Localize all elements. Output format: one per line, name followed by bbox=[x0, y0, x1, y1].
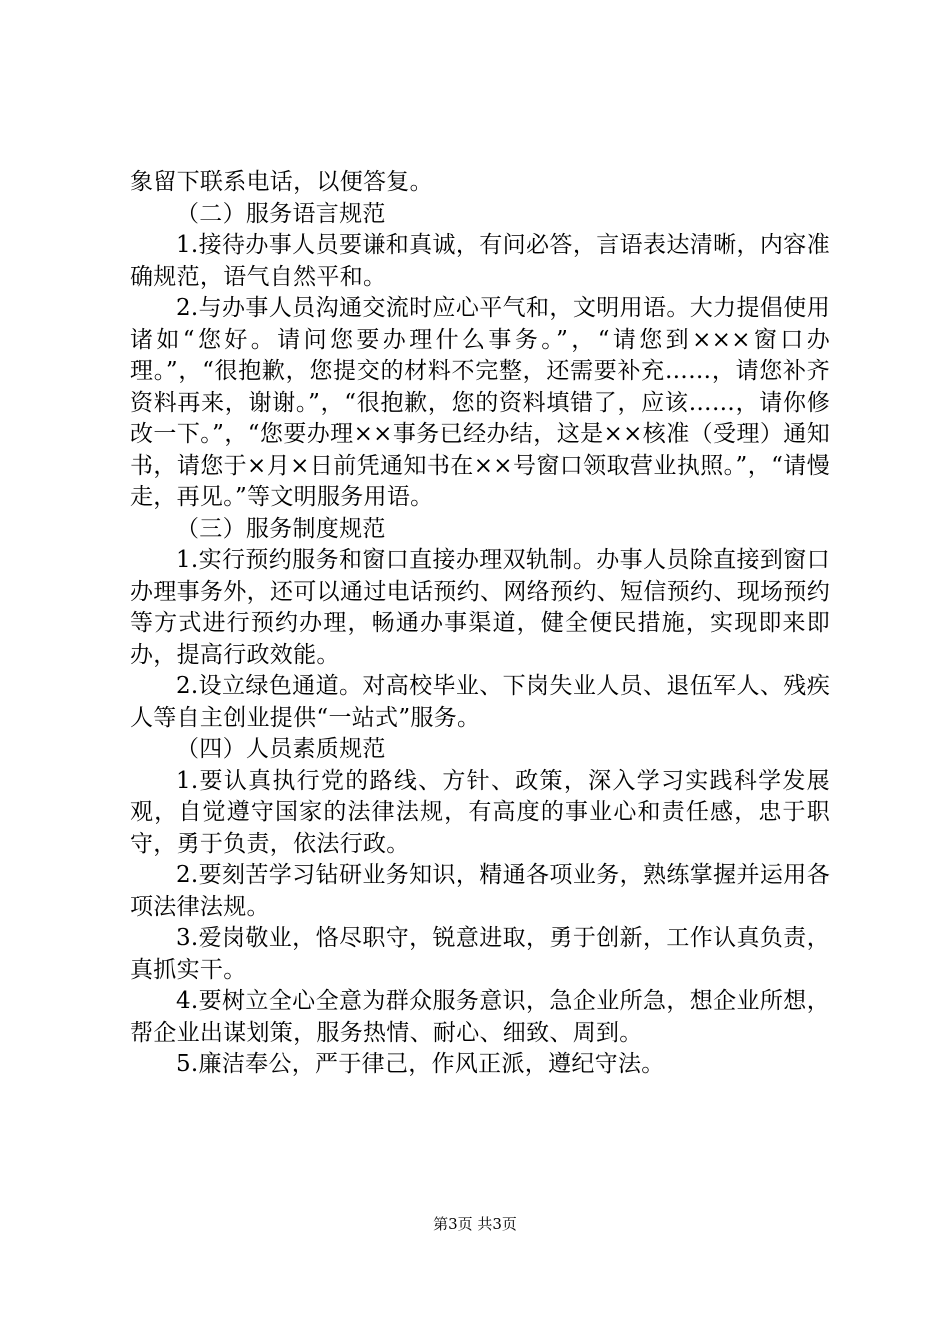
paragraph-language-1: 1.接待办事人员要谦和真诚，有问必答，言语表达清晰，内容准确规范，语气自然平和。 bbox=[130, 232, 830, 290]
paragraph-continuation: 象留下联系电话，以便答复。 bbox=[130, 169, 433, 195]
paragraph-quality-1: 1.要认真执行党的路线、方针、政策，深入学习实践科学发展观，自觉遵守国家的法律法规，有高度的事业心和责任感，忠于职守，勇于负责，依法行政。 bbox=[130, 767, 830, 857]
paragraph-quality-2: 2.要刻苦学习钻研业务知识，精通各项业务，熟练掌握并运用各项法律法规。 bbox=[130, 862, 830, 920]
page-number-footer: 第3页 共3页 bbox=[433, 1215, 517, 1233]
document-body bbox=[130, 167, 830, 1081]
paragraph-quality-3: 3.爱岗敬业，恪尽职守，锐意进取，勇于创新，工作认真负责，真抓实干。 bbox=[130, 925, 830, 983]
paragraph-system-1: 1.实行预约服务和窗口直接办理双轨制。办事人员除直接到窗口办理事务外，还可以通过电话预约、网络预约、短信预约、现场预约等方式进行预约办理，畅通办事渠道，健全便民措施，实现即来即办，提高行政效能。 bbox=[130, 547, 830, 668]
section-heading-personnel-quality: （四）人员素质规范 bbox=[176, 736, 386, 762]
section-heading-service-system: （三）服务制度规范 bbox=[176, 515, 386, 542]
paragraph-language-2: 2.与办事人员沟通交流时应心平气和，文明用语。大力提倡使用诸如“您好。请问您要办理什么事务。”，“请您到×××窗口办理。”，“很抱歉，您提交的材料不完整，还需要补充……，请您补齐资料再来，谢谢。”，“很抱歉，您的资料填错了，应该……，请你修改一下。”，“您要办理××事务已经办结，这是××核准（受理）通知书，请您于×月×日前凭通知书在××号窗口领取营业执照。”，“请慢走，再见。”等文明服务用语。 bbox=[130, 295, 830, 510]
paragraph-quality-5: 5.廉洁奉公，严于律己，作风正派，遵纪守法。 bbox=[176, 1051, 665, 1077]
section-heading-service-language: （二）服务语言规范 bbox=[176, 200, 386, 227]
paragraph-system-2: 2.设立绿色通道。对高校毕业、下岗失业人员、退伍军人、残疾人等自主创业提供“一站式”服务。 bbox=[130, 673, 830, 731]
paragraph-quality-4: 4.要树立全心全意为群众服务意识，急企业所急，想企业所想，帮企业出谋划策，服务热情、耐心、细致、周到。 bbox=[130, 988, 830, 1046]
